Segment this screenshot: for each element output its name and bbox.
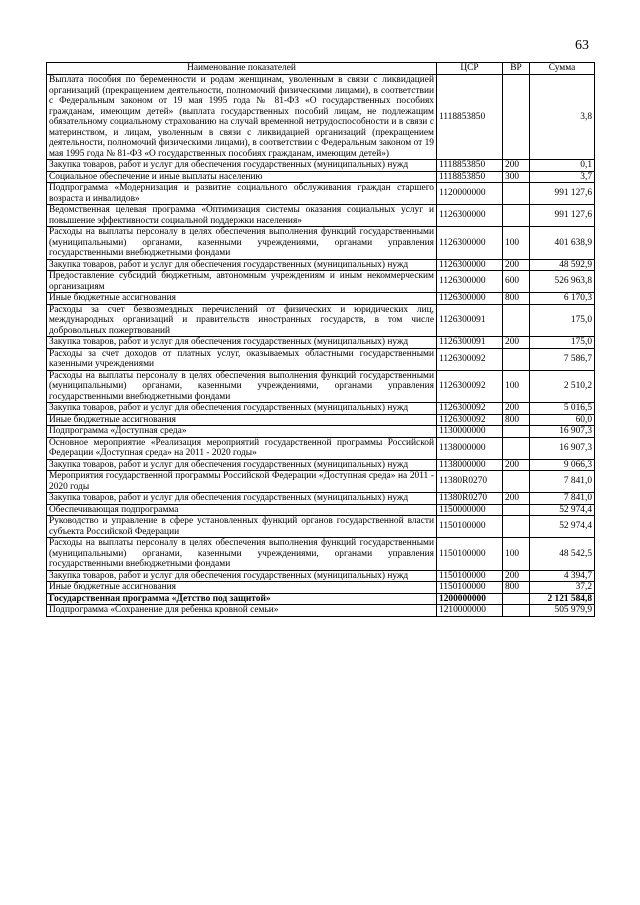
cell-name: Подпрограмма «Модернизация и развитие социального обслуживания граждан старшего возраста и инвалидов»: [47, 183, 437, 205]
table-row: [47, 414, 595, 426]
table-row: [47, 426, 595, 438]
cell-sum: 991 127,6: [530, 183, 595, 205]
cell-sum: 52 974,4: [530, 504, 595, 516]
cell-vr: 100: [503, 538, 530, 571]
cell-vr: 200: [503, 493, 530, 505]
cell-name: Подпрограмма «Доступная среда»: [47, 426, 437, 438]
table-row: [47, 538, 595, 571]
cell-name: Закупка товаров, работ и услуг для обеспечения государственных (муниципальных) нужд: [47, 459, 437, 471]
cell-csr: 1126300000: [437, 205, 503, 227]
table-row: [47, 293, 595, 305]
table-row: [47, 459, 595, 471]
cell-name: Расходы за счет доходов от платных услуг, оказываемых областными государственными казенными учреждениями: [47, 348, 437, 370]
cell-sum: 48 542,5: [530, 538, 595, 571]
header-vr: ВР: [503, 63, 530, 75]
cell-vr: 200: [503, 337, 530, 349]
cell-csr: 1150100000: [437, 538, 503, 571]
cell-csr: 1150100000: [437, 582, 503, 594]
header-csr: ЦСР: [437, 63, 503, 75]
cell-vr: [503, 426, 530, 438]
cell-sum: 9 066,3: [530, 459, 595, 471]
header-row: [47, 63, 595, 75]
cell-name: Ведомственная целевая программа «Оптимизация системы оказания социальных услуг и повышение эффективности социальной поддержки населения»: [47, 205, 437, 227]
cell-sum: 2 510,2: [530, 370, 595, 403]
cell-name: Предоставление субсидий бюджетным, автономным учреждениям и иным некоммерческим организациям: [47, 271, 437, 293]
table-row: [47, 171, 595, 183]
table-row: [47, 75, 595, 160]
table-row: [47, 403, 595, 415]
cell-sum: 7 841,0: [530, 471, 595, 493]
cell-csr: 1126300091: [437, 304, 503, 337]
cell-name: Мероприятия государственной программы Российской Федерации «Доступная среда» на 2011 - 2020 годы: [47, 471, 437, 493]
cell-name: Расходы на выплаты персоналу в целях обеспечения выполнения функций государственными (муниципальными) органами, казенными учреждениями, органами управления государственными внебюджетными фондами: [47, 538, 437, 571]
cell-vr: 100: [503, 227, 530, 260]
cell-csr: 1138000000: [437, 459, 503, 471]
cell-csr: 1150100000: [437, 516, 503, 538]
cell-name: Закупка товаров, работ и услуг для обеспечения государственных (муниципальных) нужд: [47, 337, 437, 349]
table-row: [47, 593, 595, 605]
cell-vr: 800: [503, 582, 530, 594]
cell-sum: 505 979,9: [530, 605, 595, 617]
cell-vr: [503, 504, 530, 516]
cell-sum: 48 592,9: [530, 259, 595, 271]
cell-vr: 600: [503, 271, 530, 293]
cell-sum: 52 974,4: [530, 516, 595, 538]
cell-sum: 7 841,0: [530, 493, 595, 505]
header-name: Наименование показателей: [47, 63, 437, 75]
cell-vr: 200: [503, 403, 530, 415]
cell-vr: [503, 471, 530, 493]
cell-name: Закупка товаров, работ и услуг для обеспечения государственных (муниципальных) нужд: [47, 570, 437, 582]
cell-vr: 200: [503, 459, 530, 471]
cell-csr: 1126300000: [437, 271, 503, 293]
cell-csr: 1126300091: [437, 337, 503, 349]
table-row: [47, 205, 595, 227]
cell-csr: 1138000000: [437, 437, 503, 459]
cell-vr: [503, 593, 530, 605]
cell-csr: 1118853850: [437, 75, 503, 160]
cell-sum: 0,1: [530, 160, 595, 172]
cell-vr: [503, 304, 530, 337]
cell-name: Подпрограмма «Сохранение для ребенка кровной семьи»: [47, 605, 437, 617]
cell-csr: 1120000000: [437, 183, 503, 205]
cell-name: Руководство и управление в сфере установленных функций органов государственной власти субъекта Российской Федерации: [47, 516, 437, 538]
cell-csr: 1126300092: [437, 403, 503, 415]
cell-sum: 5 016,5: [530, 403, 595, 415]
cell-vr: [503, 75, 530, 160]
cell-name: Социальное обеспечение и иные выплаты населению: [47, 171, 437, 183]
table-row: [47, 493, 595, 505]
table-row: [47, 471, 595, 493]
table-row: [47, 227, 595, 260]
cell-name: Закупка товаров, работ и услуг для обеспечения государственных (муниципальных) нужд: [47, 493, 437, 505]
table-row: [47, 183, 595, 205]
cell-sum: 3,8: [530, 75, 595, 160]
cell-name: Закупка товаров, работ и услуг для обеспечения государственных (муниципальных) нужд: [47, 160, 437, 172]
cell-sum: 16 907,3: [530, 437, 595, 459]
table-row: [47, 259, 595, 271]
cell-vr: [503, 437, 530, 459]
cell-vr: 800: [503, 293, 530, 305]
cell-vr: 100: [503, 370, 530, 403]
cell-csr: 1126300092: [437, 370, 503, 403]
cell-vr: 300: [503, 171, 530, 183]
cell-vr: [503, 605, 530, 617]
table-row: [47, 516, 595, 538]
cell-vr: 800: [503, 414, 530, 426]
cell-csr: 1118853850: [437, 171, 503, 183]
cell-sum: 16 907,3: [530, 426, 595, 438]
cell-vr: 200: [503, 160, 530, 172]
cell-name: Иные бюджетные ассигнования: [47, 414, 437, 426]
cell-sum: 7 586,7: [530, 348, 595, 370]
cell-sum: 60,0: [530, 414, 595, 426]
cell-name: Выплата пособия по беременности и родам женщинам, уволенным в связи с ликвидацией организаций (прекращением деятельности, полномочий физическими лицами), в соответствии с Федеральным законом от 19 мая 1995 года № 81-ФЗ «О государственных пособиях гражданам, имеющим детей» (выплата государственных пособий лицам, не подлежащим обязательному социальному страхованию на случай временной нетрудоспособности и в связи с материнством, и лицам, уволенным в связи с ликвидацией организаций (прекращением деятельности, полномочий физическими лицами), в соответствии с Федеральным законом от 19 мая 1995 года № 81-ФЗ «О государственных пособиях гражданам, имеющим детей»): [47, 75, 437, 160]
cell-sum: 175,0: [530, 304, 595, 337]
cell-csr: 1126300000: [437, 227, 503, 260]
table-row: [47, 304, 595, 337]
cell-name: Расходы на выплаты персоналу в целях обеспечения выполнения функций государственными (муниципальными) органами, казенными учреждениями, органами управления государственными внебюджетными фондами: [47, 227, 437, 260]
cell-name: Иные бюджетные ассигнования: [47, 582, 437, 594]
cell-name: Государственная программа «Детство под защитой»: [47, 593, 437, 605]
cell-csr: 11380R0270: [437, 471, 503, 493]
cell-csr: 1126300000: [437, 259, 503, 271]
cell-sum: 991 127,6: [530, 205, 595, 227]
cell-vr: [503, 348, 530, 370]
cell-vr: [503, 205, 530, 227]
cell-sum: 4 394,7: [530, 570, 595, 582]
cell-name: Расходы за счет безвозмездных перечислений от физических и юридических лиц, международных организаций и правительств иностранных государств, в том числе добровольных пожертвований: [47, 304, 437, 337]
table-row: [47, 582, 595, 594]
table-row: [47, 437, 595, 459]
table-row: [47, 348, 595, 370]
cell-name: Иные бюджетные ассигнования: [47, 293, 437, 305]
cell-csr: 1126300092: [437, 414, 503, 426]
cell-name: Основное мероприятие «Реализация мероприятий государственной программы Российской Федерации «Доступная среда» на 2011 - 2020 годы»: [47, 437, 437, 459]
cell-csr: 11380R0270: [437, 493, 503, 505]
cell-sum: 37,2: [530, 582, 595, 594]
cell-vr: [503, 516, 530, 538]
cell-vr: 200: [503, 570, 530, 582]
budget-table: [46, 62, 595, 617]
page-number: 63: [575, 38, 589, 53]
table-row: [47, 337, 595, 349]
cell-csr: 1118853850: [437, 160, 503, 172]
cell-sum: 3,7: [530, 171, 595, 183]
table-row: [47, 504, 595, 516]
cell-csr: 1126300092: [437, 348, 503, 370]
cell-name: Закупка товаров, работ и услуг для обеспечения государственных (муниципальных) нужд: [47, 403, 437, 415]
cell-csr: 1126300000: [437, 293, 503, 305]
cell-csr: 1130000000: [437, 426, 503, 438]
cell-sum: 401 638,9: [530, 227, 595, 260]
cell-csr: 1150000000: [437, 504, 503, 516]
cell-name: Расходы на выплаты персоналу в целях обеспечения выполнения функций государственными (муниципальными) органами, казенными учреждениями, органами управления государственными внебюджетными фондами: [47, 370, 437, 403]
cell-vr: 200: [503, 259, 530, 271]
header-sum: Сумма: [530, 63, 595, 75]
cell-sum: 6 170,3: [530, 293, 595, 305]
cell-vr: [503, 183, 530, 205]
table-row: [47, 570, 595, 582]
cell-name: Обеспечивающая подпрограмма: [47, 504, 437, 516]
table-row: [47, 605, 595, 617]
cell-csr: 1210000000: [437, 605, 503, 617]
cell-csr: 1200000000: [437, 593, 503, 605]
cell-sum: 526 963,8: [530, 271, 595, 293]
cell-sum: 175,0: [530, 337, 595, 349]
cell-sum: 2 121 584,8: [530, 593, 595, 605]
table-body: [47, 75, 595, 617]
table-row: [47, 160, 595, 172]
table-row: [47, 271, 595, 293]
cell-name: Закупка товаров, работ и услуг для обеспечения государственных (муниципальных) нужд: [47, 259, 437, 271]
table-row: [47, 370, 595, 403]
table-header: [47, 63, 595, 75]
cell-csr: 1150100000: [437, 570, 503, 582]
